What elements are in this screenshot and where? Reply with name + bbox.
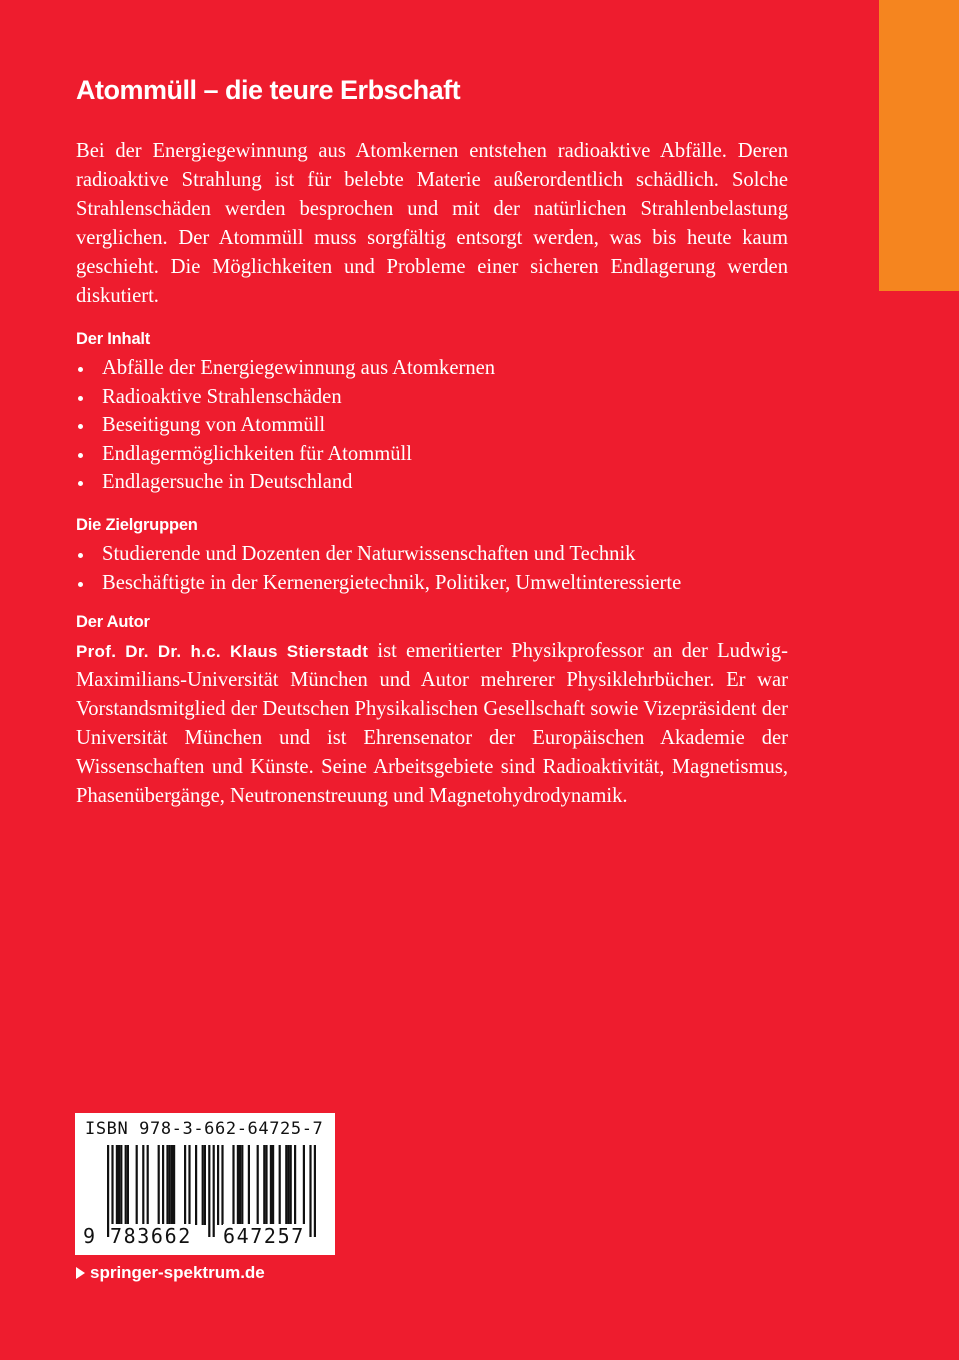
barcode-bar xyxy=(158,1145,160,1225)
barcode-bar xyxy=(125,1145,127,1225)
list-item: Beseitigung von Atommüll xyxy=(76,411,788,440)
list-item: Beschäftigte in der Kernenergietechnik, Politiker, Umweltinteressierte xyxy=(76,569,788,598)
author-paragraph xyxy=(76,637,788,811)
barcode-bar xyxy=(303,1145,305,1225)
barcode-bar xyxy=(270,1145,272,1225)
arrow-right-icon xyxy=(76,1267,85,1279)
barcode-bar xyxy=(248,1145,250,1225)
barcode-bar xyxy=(204,1145,206,1225)
intro-paragraph: Bei der Energiegewinnung aus Atomkernen entstehen radioaktive Abfälle. Deren radioaktive Strahlung ist für belebte Materie außerordentlich schädlich. Solche Strahlenschäden werden besprochen und mit der natürlichen Strahlenbelastung verglichen. Der Atommüll muss sorgfältig entsorgt werden, was bis heute kaum geschieht. Die Möglichkeiten und Probleme einer sicheren Endlagerung werden diskutiert. xyxy=(76,140,788,307)
barcode-bar xyxy=(162,1145,164,1225)
barcode-bar xyxy=(118,1145,120,1225)
barcode-bar xyxy=(263,1145,265,1225)
barcode-bar xyxy=(309,1145,311,1237)
barcode-bar xyxy=(184,1145,186,1225)
barcode-left-digits: 783662 xyxy=(110,1224,192,1248)
barcode-bar xyxy=(171,1145,173,1225)
barcode-bar xyxy=(188,1145,190,1225)
list-item: Endlagersuche in Deutschland xyxy=(76,468,788,497)
barcode-bar xyxy=(107,1145,109,1237)
barcode-bar xyxy=(272,1145,274,1225)
isbn-barcode xyxy=(75,1113,335,1255)
barcode-bar xyxy=(213,1145,215,1237)
barcode-bar xyxy=(265,1145,267,1225)
barcode-bar xyxy=(239,1145,241,1225)
barcode-bar xyxy=(116,1145,118,1225)
barcode-bar xyxy=(279,1145,281,1225)
zielgruppen-list xyxy=(76,540,788,597)
barcode-right-digits: 647257 xyxy=(223,1224,305,1248)
barcode-bar xyxy=(257,1145,259,1225)
website-link[interactable]: springer-spektrum.de xyxy=(90,1263,265,1282)
barcode-bar xyxy=(290,1145,292,1225)
autor-heading: Der Autor xyxy=(76,613,150,632)
inhalt-heading: Der Inhalt xyxy=(76,330,151,348)
list-item: Studierende und Dozenten der Naturwissenschaften und Technik xyxy=(76,540,788,569)
page-title: Atommüll – die teure Erbschaft xyxy=(76,75,461,105)
barcode-bar xyxy=(120,1145,122,1225)
isbn-label: ISBN 978-3-662-64725-7 xyxy=(85,1119,324,1139)
publisher-website[interactable] xyxy=(76,1262,265,1284)
inhalt-list xyxy=(76,354,788,497)
barcode-bar xyxy=(195,1145,197,1225)
barcode-bar xyxy=(136,1145,138,1225)
barcode-bar xyxy=(202,1145,204,1225)
barcode-bar xyxy=(287,1145,289,1225)
list-item: Abfälle der Energiegewinnung aus Atomkernen xyxy=(76,354,788,383)
barcode-bar xyxy=(127,1145,129,1225)
accent-strip xyxy=(879,0,959,291)
barcode-bar xyxy=(169,1145,171,1225)
barcode-bar xyxy=(147,1145,149,1225)
barcode-bar xyxy=(241,1145,243,1225)
back-cover-text xyxy=(76,137,788,811)
barcode-bar xyxy=(232,1145,234,1225)
barcode-bar xyxy=(237,1145,239,1225)
barcode-bar xyxy=(294,1145,296,1225)
list-item: Radioaktive Strahlenschäden xyxy=(76,383,788,412)
barcode-first-digit: 9 xyxy=(83,1224,96,1248)
barcode-bar xyxy=(166,1145,168,1225)
list-item: Endlagermöglichkeiten für Atommüll xyxy=(76,440,788,469)
barcode-bar xyxy=(217,1145,219,1225)
barcode-bar xyxy=(285,1145,287,1225)
author-name: Prof. Dr. Dr. h.c. Klaus Stierstadt xyxy=(76,642,369,662)
zielgruppen-heading: Die Zielgruppen xyxy=(76,515,198,534)
barcode-bar xyxy=(142,1145,144,1225)
barcode-bar xyxy=(314,1145,316,1237)
barcode-bar xyxy=(173,1145,175,1225)
barcode-bar xyxy=(221,1145,223,1225)
barcode-bar xyxy=(208,1145,210,1237)
author-bio: ist emeritierter Physikprofessor an der Ludwig-Maximilians-Universität München und Autor mehrerer Physiklehrbücher. Er war Vorstandsmitglied der Deutschen Physikalischen Gesellschaft sowie Vizepräsident der Universität München und ist Ehrensenator der Europäischen Akademie der Wissenschaften und Künste. Seine Arbeitsgebiete sind Radioaktivität, Magnetismus, Phasenübergänge, Neutronenstreuung und Magnetohydrodynamik. xyxy=(76,640,788,808)
